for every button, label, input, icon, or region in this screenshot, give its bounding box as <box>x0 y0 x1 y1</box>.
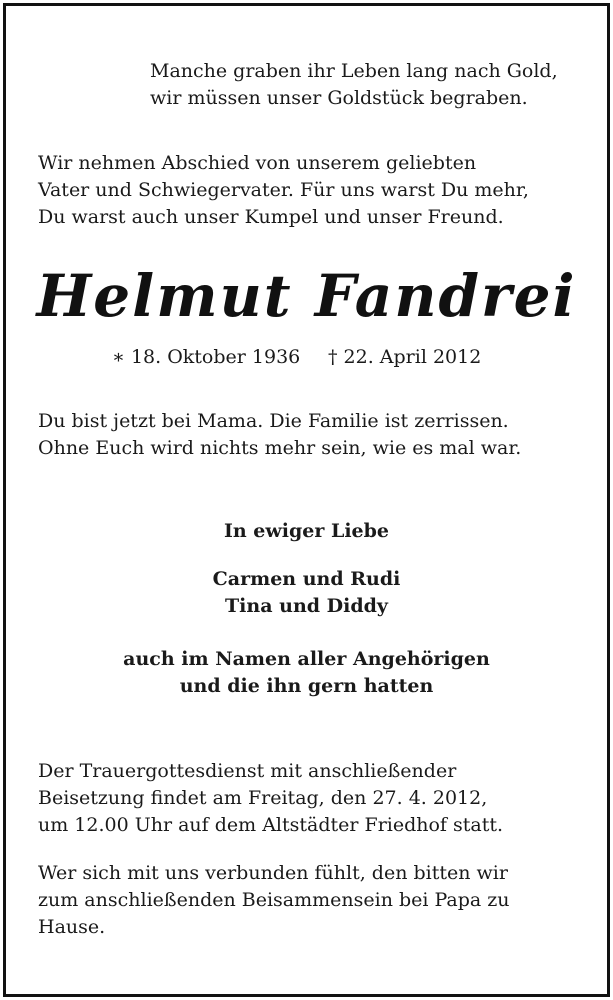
mourners <box>0 566 613 620</box>
farewell-line: In ewiger Liebe <box>223 520 390 542</box>
service-line: Der Trauergottesdienst mit anschließender <box>38 760 457 782</box>
mourner-name: Carmen und Rudi <box>212 568 401 590</box>
invitation-line: Wer sich mit uns verbunden fühlt, den bitten wir <box>38 862 508 884</box>
invitation-line: Hause. <box>38 916 106 938</box>
deceased-name: Helmut Fandrei <box>36 262 577 330</box>
message-line: Du bist jetzt bei Mama. Die Familie ist zerrissen. <box>38 410 509 432</box>
relatives-note <box>0 646 613 700</box>
intro-line: Wir nehmen Abschied von unserem geliebten <box>38 152 477 174</box>
death-date: † 22. April 2012 <box>328 346 482 368</box>
intro-paragraph <box>38 150 529 231</box>
mourner-name: Tina und Diddy <box>225 595 388 617</box>
invitation-line: zum anschließenden Beisammensein bei Papa zu <box>38 889 510 911</box>
service-line: Beisetzung findet am Freitag, den 27. 4. 2012, <box>38 787 488 809</box>
life-dates <box>0 344 613 371</box>
invitation-paragraph <box>38 860 510 941</box>
quote-line: wir müssen unser Goldstück begraben. <box>150 87 528 109</box>
birth-date: ∗ 18. Oktober 1936 <box>112 346 301 368</box>
personal-message <box>38 408 521 462</box>
quote-line: Manche graben ihr Leben lang nach Gold, <box>150 60 558 82</box>
intro-line: Vater und Schwiegervater. Für uns warst Du mehr, <box>38 179 529 201</box>
relatives-line: auch im Namen aller Angehörigen <box>123 648 490 670</box>
intro-line: Du warst auch unser Kumpel und unser Freund. <box>38 206 504 228</box>
message-line: Ohne Euch wird nichts mehr sein, wie es mal war. <box>38 437 522 459</box>
service-announcement <box>38 758 503 839</box>
relatives-line: und die ihn gern hatten <box>179 675 434 697</box>
service-line: um 12.00 Uhr auf dem Altstädter Friedhof statt. <box>38 814 504 836</box>
opening-quote <box>150 58 558 112</box>
